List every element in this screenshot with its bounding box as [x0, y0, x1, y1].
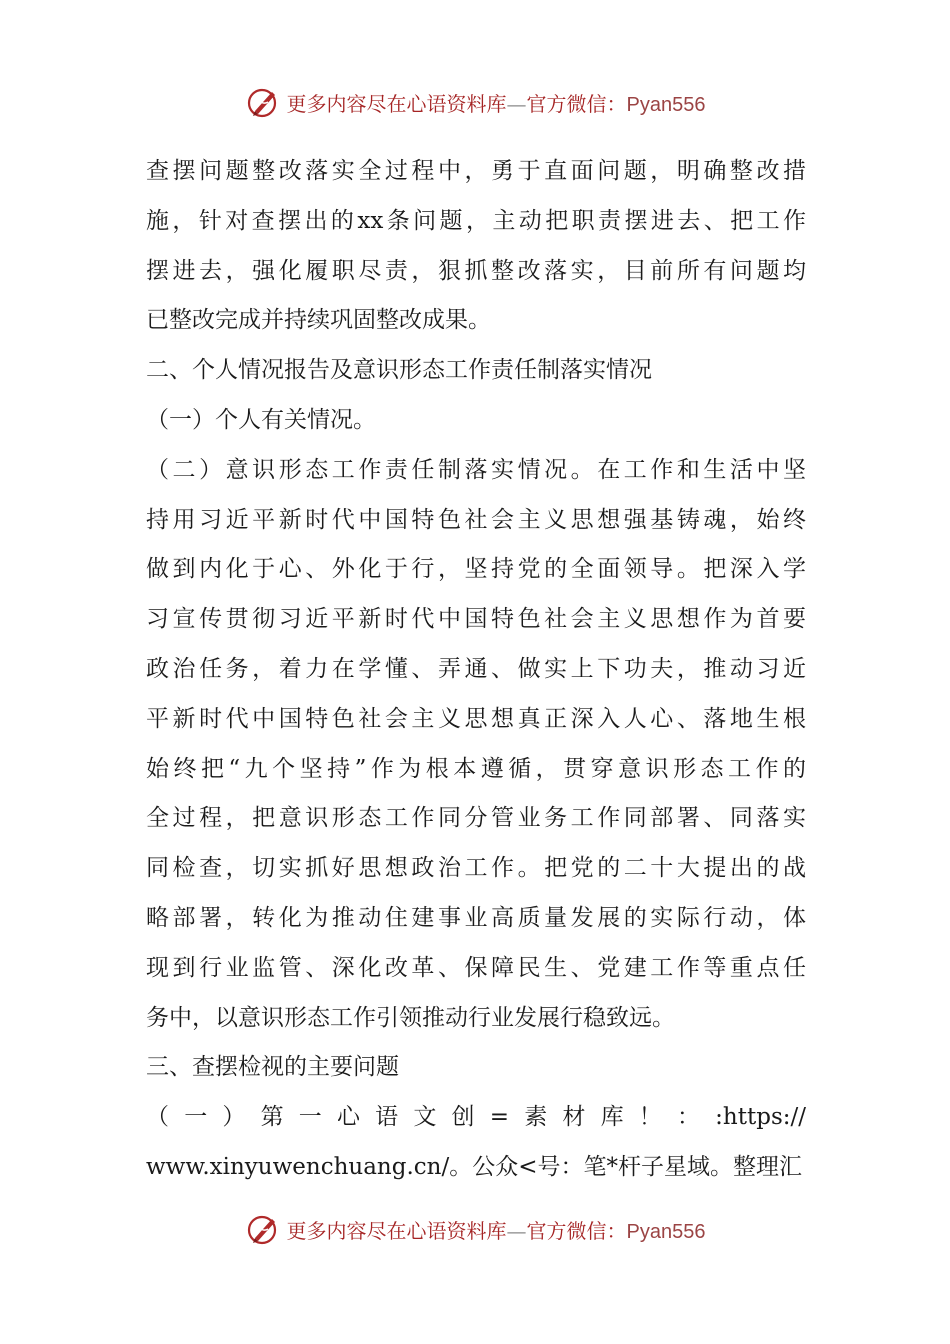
body-line: 现到行业监管、深化改革、保障民生、党建工作等重点任 [146, 954, 806, 981]
body-line: 政治任务，着力在学懂、弄通、做实上下功夫，推动习近 [146, 655, 806, 682]
body-line: 习宣传贯彻习近平新时代中国特色社会主义思想作为首要 [146, 606, 806, 633]
footer-separator: — [506, 1218, 527, 1243]
body-line: 平新时代中国特色社会主义思想真正深入人心、落地生根 [146, 705, 806, 732]
body-line: 查摆问题整改落实全过程中，勇于直面问题，明确整改措 [146, 158, 806, 184]
body-line: 同检查，切实抓好思想政治工作。把党的二十大提出的战 [146, 855, 806, 882]
footer-wechat-text: 官方微信： [526, 1218, 627, 1243]
header-separator: — [506, 91, 527, 116]
header-wechat-id: Pyan556 [626, 93, 706, 116]
body-line: 已整改完成并持续巩固整改成果。 [146, 307, 491, 334]
footer-watermark-text [287, 1215, 706, 1244]
footer-watermark [0, 1207, 950, 1251]
header-wechat-text: 官方微信： [526, 91, 627, 116]
body-line: （二）意识形态工作责任制落实情况。在工作和生活中坚 [146, 456, 806, 483]
section-heading: 二、个人情况报告及意识形态工作责任制落实情况 [146, 357, 652, 384]
header-brand-text: 更多内容尽在心语资料库 [286, 91, 507, 116]
body-line: （一）第一心语文创=素材库！：:https:// [146, 1104, 806, 1131]
body-line: 持用习近平新时代中国特色社会主义思想强基铸魂，始终 [146, 506, 806, 533]
document-body [146, 147, 806, 1193]
body-line: 始终把“九个坚持”作为根本遵循，贯穿意识形态工作的 [146, 755, 806, 782]
header-watermark [0, 80, 950, 124]
body-line: 务中，以意识形态工作引领推动行业发展行稳致远。 [146, 1004, 675, 1031]
body-line: 摆进去，强化履职尽责，狠抓整改落实，目前所有问题均 [146, 257, 806, 284]
footer-brand-text: 更多内容尽在心语资料库 [286, 1218, 507, 1243]
header-watermark-text [287, 88, 706, 117]
body-line: 做到内化于心、外化于行，坚持党的全面领导。把深入学 [146, 556, 806, 583]
body-line: 施，针对查摆出的xx条问题，主动把职责摆进去、把工作 [146, 207, 806, 234]
pen-logo-icon [245, 1211, 281, 1247]
body-line: 略部署，转化为推动住建事业高质量发展的实际行动，体 [146, 904, 806, 931]
section-heading: 三、查摆检视的主要问题 [146, 1054, 399, 1081]
subsection-heading: （一）个人有关情况。 [146, 406, 376, 433]
body-line: www.xinyuwenchuang.cn/。公众<号：笔*杆子星域。整理汇 [146, 1153, 802, 1180]
pen-logo-icon [245, 84, 281, 120]
footer-wechat-id: Pyan556 [626, 1220, 706, 1243]
body-line: 全过程，把意识形态工作同分管业务工作同部署、同落实 [146, 805, 806, 832]
